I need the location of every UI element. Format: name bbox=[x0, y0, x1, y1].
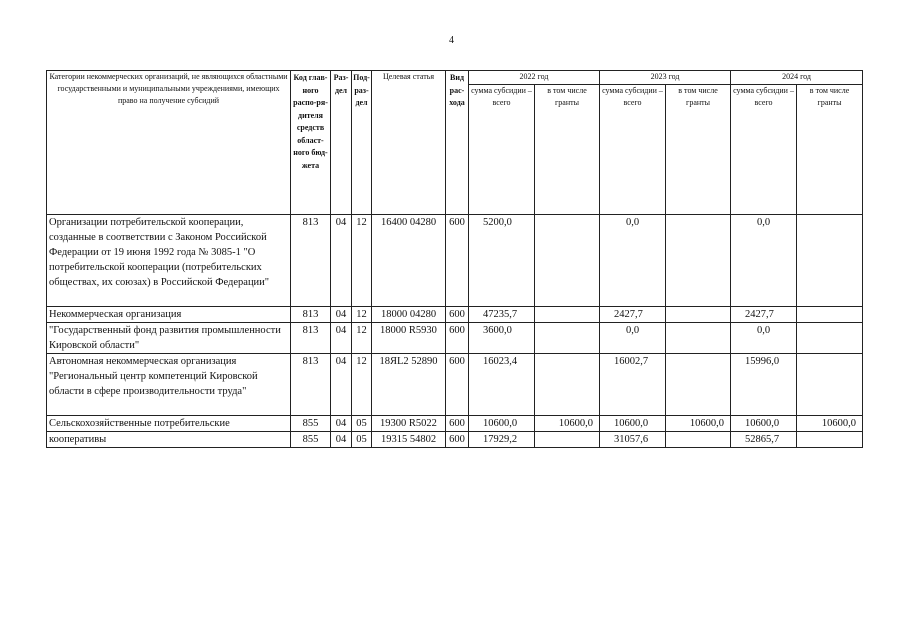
row-sum-2024: 15996,0 bbox=[731, 354, 797, 416]
row-sum-2024: 0,0 bbox=[731, 215, 797, 307]
row-expense-type: 600 bbox=[446, 307, 469, 323]
row-grants-2023 bbox=[666, 354, 731, 416]
header-grants-2024: в том числе гранты bbox=[797, 85, 863, 215]
row-sum-2023: 2427,7 bbox=[600, 307, 666, 323]
row-grants-2024 bbox=[797, 432, 863, 448]
row-sum-2022: 3600,0 bbox=[469, 323, 535, 354]
row-category: "Государственный фонд развития промышленности Кировской области" bbox=[47, 323, 291, 354]
row-grants-2023 bbox=[666, 432, 731, 448]
table-row bbox=[47, 307, 863, 323]
row-category: Организации потребительской кооперации, созданные в соответствии с Законом Российской Федерации от 19 июня 1992 года № 3085-1 "О потребительской кооперации (потребительских обществах, их союзах) в Российской Федерации" bbox=[47, 215, 291, 307]
row-grants-2023 bbox=[666, 307, 731, 323]
row-grants-2024: 10600,0 bbox=[797, 416, 863, 432]
row-target: 19315 54802 bbox=[372, 432, 446, 448]
row-expense-type: 600 bbox=[446, 432, 469, 448]
row-sum-2023: 31057,6 bbox=[600, 432, 666, 448]
row-sum-2023: 10600,0 bbox=[600, 416, 666, 432]
row-category: Сельскохозяйственные потребительские bbox=[47, 416, 291, 432]
row-subsection: 12 bbox=[352, 307, 372, 323]
header-year-2022: 2022 год bbox=[469, 71, 600, 85]
table-row bbox=[47, 416, 863, 432]
row-section: 04 bbox=[331, 323, 352, 354]
row-sum-2024: 10600,0 bbox=[731, 416, 797, 432]
row-section: 04 bbox=[331, 416, 352, 432]
row-sum-2024: 2427,7 bbox=[731, 307, 797, 323]
row-code: 813 bbox=[291, 307, 331, 323]
header-sum-2023: сумма субсидии – всего bbox=[600, 85, 666, 215]
row-subsection: 12 bbox=[352, 354, 372, 416]
row-section: 04 bbox=[331, 215, 352, 307]
row-expense-type: 600 bbox=[446, 416, 469, 432]
row-sum-2022: 17929,2 bbox=[469, 432, 535, 448]
row-grants-2023 bbox=[666, 323, 731, 354]
row-grants-2022 bbox=[535, 432, 600, 448]
row-sum-2022: 16023,4 bbox=[469, 354, 535, 416]
row-target: 18ЯL2 52890 bbox=[372, 354, 446, 416]
row-sum-2022: 5200,0 bbox=[469, 215, 535, 307]
row-grants-2024 bbox=[797, 215, 863, 307]
row-code: 813 bbox=[291, 215, 331, 307]
row-code: 855 bbox=[291, 432, 331, 448]
table-row bbox=[47, 432, 863, 448]
row-grants-2022 bbox=[535, 323, 600, 354]
header-sum-2024: сумма субсидии – всего bbox=[731, 85, 797, 215]
row-grants-2022: 10600,0 bbox=[535, 416, 600, 432]
row-sum-2022: 47235,7 bbox=[469, 307, 535, 323]
row-grants-2024 bbox=[797, 307, 863, 323]
header-grants-2023: в том числе гранты bbox=[666, 85, 731, 215]
row-section: 04 bbox=[331, 432, 352, 448]
header-category: Категории некоммерческих организаций, не являющихся областными государственными и муниципальными учреждениями, имеющих право на получение субсидий bbox=[47, 71, 291, 215]
row-grants-2023: 10600,0 bbox=[666, 416, 731, 432]
row-code: 855 bbox=[291, 416, 331, 432]
row-expense-type: 600 bbox=[446, 323, 469, 354]
row-sum-2022: 10600,0 bbox=[469, 416, 535, 432]
row-grants-2022 bbox=[535, 307, 600, 323]
row-code: 813 bbox=[291, 323, 331, 354]
table-row bbox=[47, 323, 863, 354]
row-sum-2024: 0,0 bbox=[731, 323, 797, 354]
header-section: Раз-дел bbox=[331, 71, 352, 215]
row-subsection: 12 bbox=[352, 323, 372, 354]
row-category: Некоммерческая организация bbox=[47, 307, 291, 323]
row-target: 19300 R5022 bbox=[372, 416, 446, 432]
row-subsection: 05 bbox=[352, 432, 372, 448]
header-target: Целевая статья bbox=[372, 71, 446, 215]
row-category: кооперативы bbox=[47, 432, 291, 448]
row-expense-type: 600 bbox=[446, 215, 469, 307]
row-grants-2022 bbox=[535, 354, 600, 416]
header-year-2023: 2023 год bbox=[600, 71, 731, 85]
row-grants-2024 bbox=[797, 354, 863, 416]
header-grants-2022: в том числе гранты bbox=[535, 85, 600, 215]
row-sum-2023: 0,0 bbox=[600, 323, 666, 354]
header-year-2024: 2024 год bbox=[731, 71, 863, 85]
row-grants-2023 bbox=[666, 215, 731, 307]
row-target: 18000 04280 bbox=[372, 307, 446, 323]
row-target: 16400 04280 bbox=[372, 215, 446, 307]
header-expense-type: Вид рас-хода bbox=[446, 71, 469, 215]
table-row bbox=[47, 354, 863, 416]
row-subsection: 12 bbox=[352, 215, 372, 307]
row-grants-2024 bbox=[797, 323, 863, 354]
row-expense-type: 600 bbox=[446, 354, 469, 416]
header-sum-2022: сумма субсидии – всего bbox=[469, 85, 535, 215]
subsidy-table bbox=[46, 70, 863, 448]
row-sum-2024: 52865,7 bbox=[731, 432, 797, 448]
row-grants-2022 bbox=[535, 215, 600, 307]
header-subsection: Под-раз-дел bbox=[352, 71, 372, 215]
row-code: 813 bbox=[291, 354, 331, 416]
row-section: 04 bbox=[331, 354, 352, 416]
page-number: 4 bbox=[449, 35, 454, 46]
row-sum-2023: 0,0 bbox=[600, 215, 666, 307]
header-code: Код глав-ного распо-ря-дителя средств област-ного бюд-жета bbox=[291, 71, 331, 215]
table-row bbox=[47, 215, 863, 307]
row-sum-2023: 16002,7 bbox=[600, 354, 666, 416]
row-target: 18000 R5930 bbox=[372, 323, 446, 354]
row-section: 04 bbox=[331, 307, 352, 323]
row-subsection: 05 bbox=[352, 416, 372, 432]
row-category: Автономная некоммерческая организация "Региональный центр компетенций Кировской области в сфере производительности труда" bbox=[47, 354, 291, 416]
